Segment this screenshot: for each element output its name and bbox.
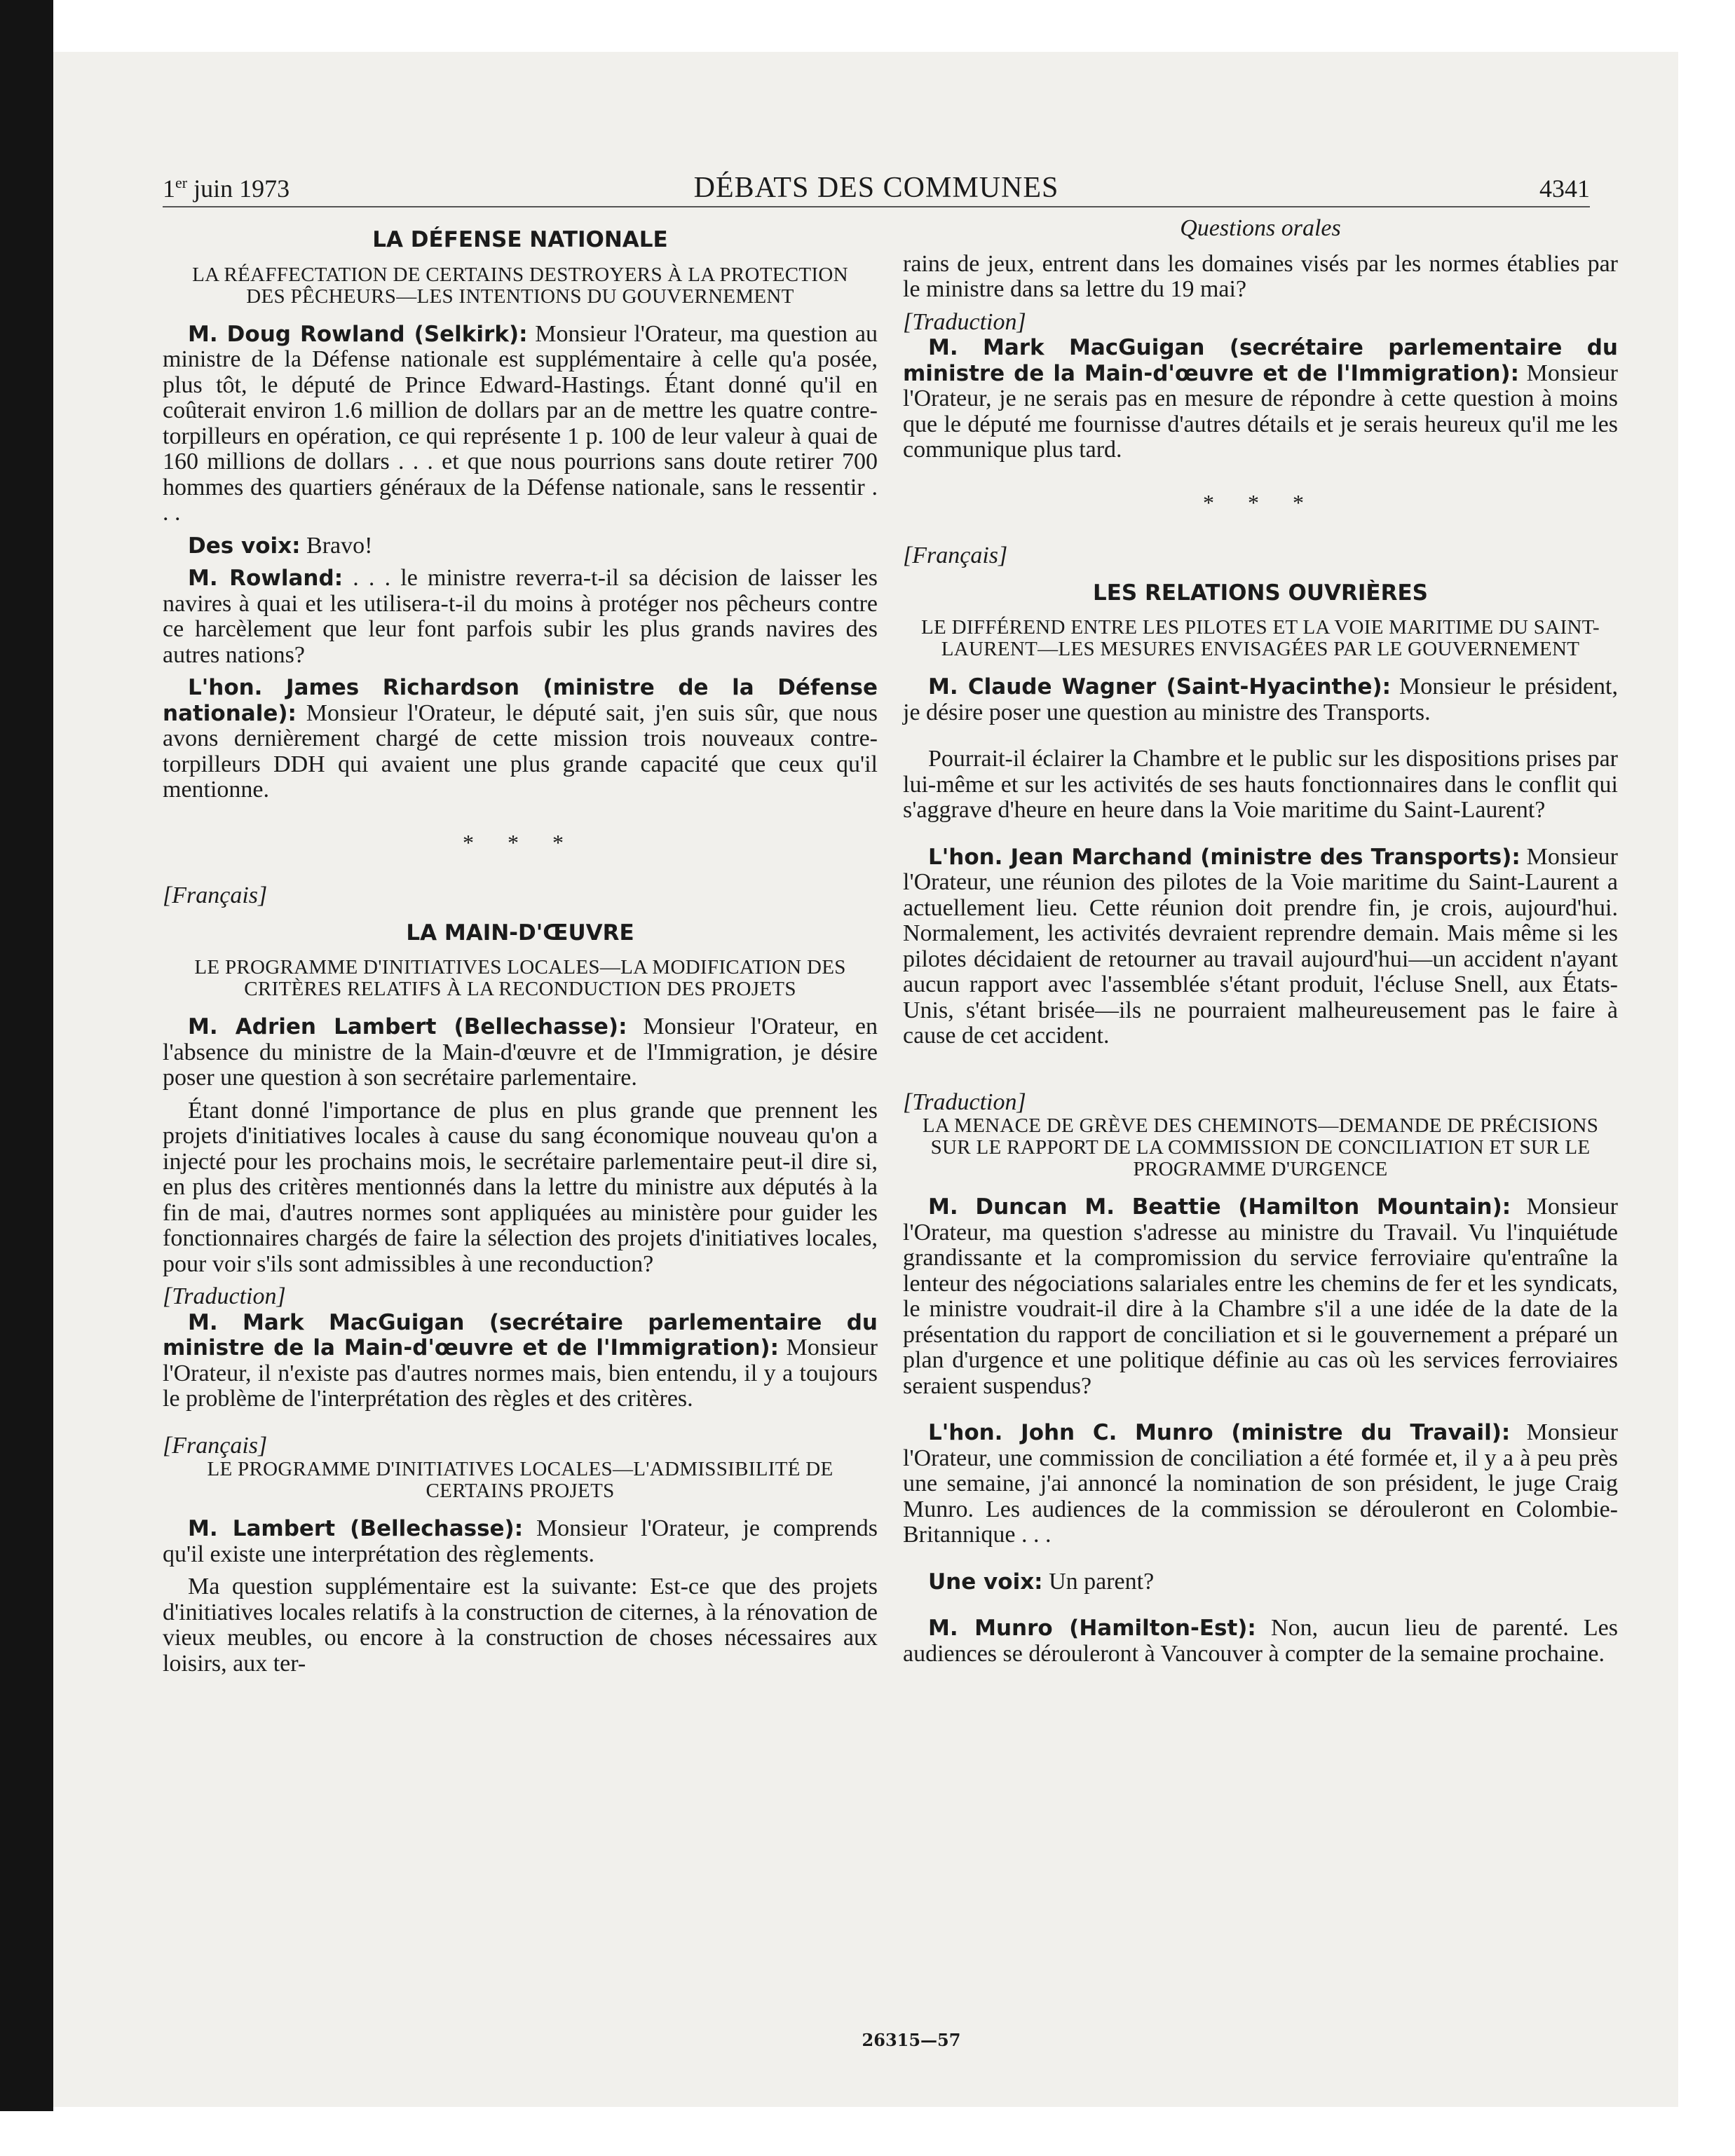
spacer xyxy=(163,1091,878,1098)
spacer xyxy=(903,303,1618,310)
speaker-name: M. Adrien Lambert (Bellechasse): xyxy=(188,1014,627,1039)
speech-paragraph xyxy=(163,322,878,526)
speech-text: Non, aucun lieu de parenté. Les audiences se dérouleront à Vancouver à compter de la semaine prochaine. xyxy=(903,1615,1618,1667)
spacer xyxy=(163,803,878,810)
spacer xyxy=(903,1602,1618,1616)
speech-text: Monsieur l'Orateur, je ne serais pas en mesure de répondre à cette question à moins que le député me fournisse d'autres détails et je serais heureux qu'il me les communique plus tard. xyxy=(903,360,1618,463)
speech-text: Monsieur l'Orateur, je comprends qu'il existe une interprétation des règlements. xyxy=(163,1515,878,1567)
right-column xyxy=(903,216,1618,1674)
speech-text: Monsieur l'Orateur, le député sait, j'en suis sûr, que nous avons dernièrement chargé de cette mission trois nouveaux contre-torpilleurs DDH qui avaient une plus grande capacité que ceux qu'il mentionne. xyxy=(163,700,878,803)
scan-border-bottom xyxy=(0,2111,1735,2156)
section-heading: LA MAIN-D'ŒUVRE xyxy=(406,920,634,946)
speaker-name: M. Mark MacGuigan (secrétaire parlementaire du ministre de la Main-d'œuvre et de l'Immigration): xyxy=(903,335,1618,386)
speech-paragraph xyxy=(163,566,878,668)
speaker-name: L'hon. John C. Munro (ministre du Travail): xyxy=(928,1420,1511,1445)
speech-paragraph xyxy=(163,533,878,559)
speech-paragraph xyxy=(903,1420,1618,1548)
section-heading: LA DÉFENSE NATIONALE xyxy=(372,227,668,252)
spacer xyxy=(903,1399,1618,1406)
spacer xyxy=(903,1548,1618,1555)
sub-heading: LE PROGRAMME D'INITIATIVES LOCALES—LA MODIFICATION DES CRITÈRES RELATIFS À LA RECONDUCTION DES PROJETS xyxy=(194,956,846,1000)
speech-paragraph xyxy=(903,845,1618,1049)
speaker-name: M. Doug Rowland (Selkirk): xyxy=(188,321,528,347)
spacer xyxy=(903,824,1618,831)
section-separator: * * * xyxy=(463,829,578,855)
speaker-name: M. Munro (Hamilton-Est): xyxy=(928,1616,1256,1641)
sub-heading: LE PROGRAMME D'INITIATIVES LOCALES—L'ADMISSIBILITÉ DE CERTAINS PROJETS xyxy=(207,1458,834,1502)
language-marker: [Français] xyxy=(163,1432,268,1459)
spacer xyxy=(903,725,1618,732)
header-page-number: 4341 xyxy=(1539,175,1590,203)
spacer xyxy=(903,463,1618,470)
speech-text: Monsieur l'Orateur, une commission de conciliation a été formée et, il y a à peu près une semaine, j'ai annoncé la nomination de son président, le juge Craig Munro. Les audiences de la commission se dérouleront en Colombie-Britannique . . . xyxy=(903,1419,1618,1548)
speaker-name: L'hon. James Richardson (ministre de la Défense nationale): xyxy=(163,675,878,726)
spacer xyxy=(163,1412,878,1419)
sub-heading: LA RÉAFFECTATION DE CERTAINS DESTROYERS À LA PROTECTION DES PÊCHEURS—LES INTENTIONS DU GOUVERNEMENT xyxy=(192,263,848,308)
speaker-name: M. Mark MacGuigan (secrétaire parlementaire du ministre de la Main-d'œuvre et de l'Immigration): xyxy=(163,1309,878,1360)
scan-border-left xyxy=(0,0,53,2156)
speaker-name: M. Claude Wagner (Saint-Hyacinthe): xyxy=(928,674,1392,700)
spacer xyxy=(903,1049,1618,1056)
spacer xyxy=(903,1595,1618,1602)
speaker-name: Une voix: xyxy=(928,1569,1043,1595)
speech-paragraph xyxy=(163,675,878,803)
speech-paragraph xyxy=(163,1310,878,1412)
speech-text: Monsieur l'Orateur, en l'absence du ministre de la Main-d'œuvre et de l'Immigration, je désire poser une question à son secrétaire parlementaire. xyxy=(163,1014,878,1091)
language-marker: [Français] xyxy=(163,882,268,908)
spacer xyxy=(163,526,878,533)
sub-heading: LE DIFFÉREND ENTRE LES PILOTES ET LA VOIE MARITIME DU SAINT-LAURENT—LES MESURES ENVISAGÉES PAR LE GOUVERNEMENT xyxy=(921,616,1600,660)
section-heading: LES RELATIONS OUVRIÈRES xyxy=(1092,580,1428,606)
spacer xyxy=(163,1677,878,1684)
speech-text: . . . le ministre reverra-t-il sa décision de laisser les navires à quai et les utilisera-t-il du moins à protéger nos pêcheurs contre ce harcèlement que leur font parfois subir les plus grands navires des autres nations? xyxy=(163,565,878,668)
page-header xyxy=(163,167,1590,207)
spacer xyxy=(163,668,878,675)
sub-heading: LA MENACE DE GRÈVE DES CHEMINOTS—DEMANDE DE PRÉCISIONS SUR LE RAPPORT DE LA COMMISSION DE CONCILIATION ET SUR LE PROGRAMME D'URGENCE xyxy=(922,1114,1599,1180)
header-date: 1er juin 1973 xyxy=(163,174,290,203)
spacer xyxy=(903,1056,1618,1090)
left-column xyxy=(163,216,878,1684)
speaker-name: Des voix: xyxy=(188,533,301,559)
speech-paragraph xyxy=(903,335,1618,463)
spacer xyxy=(903,1555,1618,1569)
speech-paragraph xyxy=(903,1194,1618,1399)
header-title: DÉBATS DES COMMUNES xyxy=(693,172,1059,204)
speech-text: Un parent? xyxy=(1042,1568,1155,1595)
body-paragraph: Pourrait-il éclairer la Chambre et le public sur les dispositions prises par lui-même et sur les activités de ses hauts fonctionnaires dans le conflit qui s'aggrave d'heure en heure dans la Voie maritime du Saint-Laurent? xyxy=(903,746,1618,823)
language-marker: [Traduction] xyxy=(903,308,1026,335)
running-head: Questions orales xyxy=(1180,215,1341,241)
section-separator: * * * xyxy=(1203,489,1318,515)
body-paragraph: Étant donné l'importance de plus en plus grande que prennent les projets d'initiatives locales à cause du sang économique nouveau qu'on a injecté pour les prochains mois, le secrétaire parlementaire peut-il dire si, en plus des critères mentionnés dans la lettre du ministre aux députés à la fin de mai, d'autres normes sont appliquées au ministère pour guider les fonctionnaires chargés de faire la sélection des projets d'initiatives locales, pour voir s'ils sont admissibles à une reconduction? xyxy=(163,1097,878,1277)
speech-text: Monsieur l'Orateur, ma question au ministre de la Défense nationale est supplémentaire à celle qu'a posée, plus tôt, le député de Prince Edward-Hastings. Étant donné qu'il en coûterait environ 1.6 million de dollars par an de mettre les quatre contre-torpilleurs en opération, ce qui représente 1 p. 100 de leur valeur à quai de 160 millions de dollars . . . et que nous pourrions sans doute retirer 700 hommes des quartiers généraux de la Défense nationale, sans le ressentir . . . xyxy=(163,320,878,526)
speech-text: Monsieur le président, je désire poser une question au ministre des Transports. xyxy=(903,674,1618,725)
spacer xyxy=(903,1406,1618,1420)
spacer xyxy=(163,1419,878,1433)
speech-paragraph xyxy=(903,1569,1618,1595)
speech-text: Monsieur l'Orateur, il n'existe pas d'autres normes mais, bien entendu, il y a toujours le problème de l'interprétation des règles et des critères. xyxy=(163,1335,878,1412)
speaker-name: M. Rowland: xyxy=(188,566,343,591)
speech-paragraph xyxy=(163,1516,878,1567)
language-marker: [Français] xyxy=(903,543,1008,568)
page-footer-signature: 26315—57 xyxy=(862,2030,961,2050)
body-paragraph: Ma question supplémentaire est la suivante: Est-ce que des projets d'initiatives locales relatifs à la construction de citernes, à la rénovation de vieux meubles, ou encore à la construction de choses nécessaires aux loisirs, aux ter- xyxy=(163,1574,878,1677)
speaker-name: M. Duncan M. Beattie (Hamilton Mountain): xyxy=(928,1194,1511,1220)
spacer xyxy=(903,732,1618,746)
spacer xyxy=(903,831,1618,845)
speech-paragraph xyxy=(163,1014,878,1091)
speaker-name: L'hon. Jean Marchand (ministre des Transports): xyxy=(928,844,1520,870)
speech-text: Monsieur l'Orateur, une réunion des pilotes de la Voie maritime du Saint-Laurent a actuellement lieu. Cette réunion doit prendre fin, je crois, aujourd'hui. Normalement, les activités devraient reprendre demain. Mais même si les pilotes décidaient de retourner au travail aujourd'hui—un accident n'ayant aucun rapport avec l'assemblée s'étant produit, l'écluse Snell, aux États-Unis, s'étant brisée—ils ne pourraient malheureusement pas le faire à cause de cet accident. xyxy=(903,843,1618,1049)
body-paragraph: rains de jeux, entrent dans les domaines visés par les normes établies par le ministre dans sa lettre du 19 mai? xyxy=(903,250,1618,302)
speech-paragraph xyxy=(903,674,1618,725)
speech-paragraph xyxy=(903,1616,1618,1667)
speech-text: Monsieur l'Orateur, ma question s'adresse au ministre du Travail. Vu l'inquiétude grandissante et la compromission du service ferroviaire qu'entraîne la lenteur des négociations salariales entre les chemins de fer et les syndicats, le ministre voudrait-il dire à la Chambre s'il a une idée de la date de la présentation du rapport de conciliation et si le gouvernement a préparé un plan d'urgence et une politique définie au cas où les services ferroviaires seraient suspendus? xyxy=(903,1194,1618,1399)
speech-text: Bravo! xyxy=(300,532,373,559)
spacer xyxy=(903,1667,1618,1674)
speaker-name: M. Lambert (Bellechasse): xyxy=(188,1516,524,1541)
language-marker: [Traduction] xyxy=(903,1089,1026,1115)
language-marker: [Traduction] xyxy=(163,1283,286,1309)
